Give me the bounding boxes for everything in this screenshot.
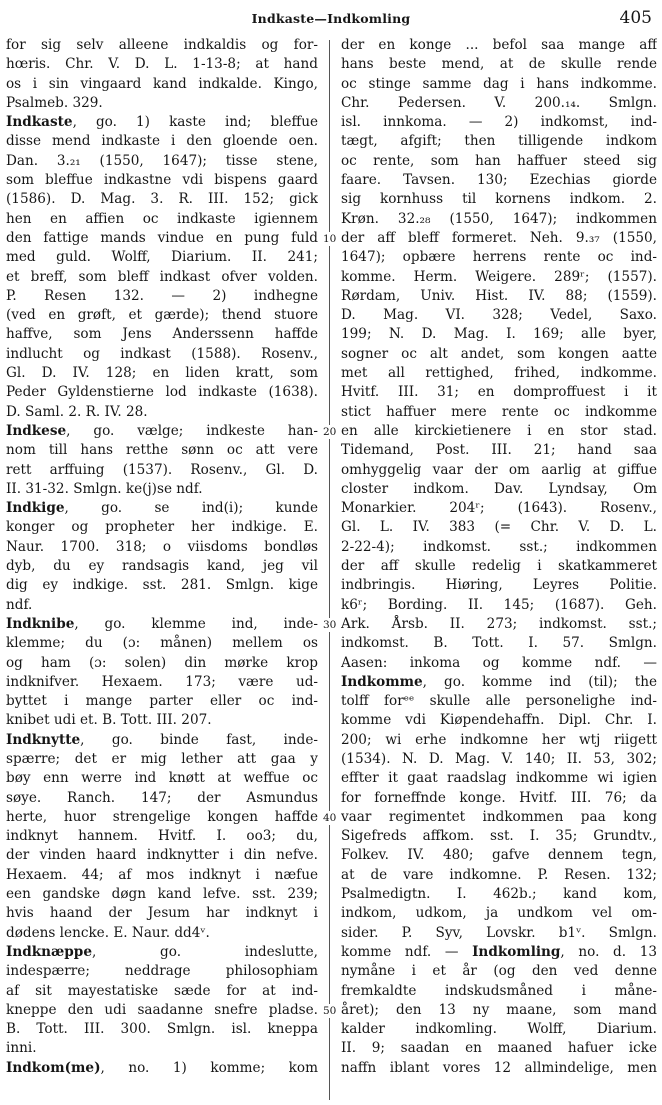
right-column-line: komme. Herm. Weigere. 289ʳ; (1557).	[341, 268, 657, 285]
left-column-line: Indknibe, go. klemme ind, inde-	[6, 615, 318, 632]
line-number-20: 20	[323, 426, 337, 438]
left-column-line: klemme; du (ɔ: månen) mellem os	[6, 635, 318, 652]
right-column-line: kalder indkomling. Wolff, Diarium.	[341, 1021, 657, 1038]
left-column-line: den fattige mands vindue en pung fuld	[6, 229, 318, 246]
right-column-line: tolff forᵉᵉ skulle alle personelighe ind-	[341, 693, 657, 710]
right-column-line: hans beste mend, at de skulle rende	[341, 56, 657, 73]
left-column-line: indlucht og indkast (1588). Rosenv.,	[6, 345, 318, 362]
left-column-line: (ved en grøft, et gærde); thend stuore	[6, 307, 318, 324]
right-column-line: Indkomme, go. komme ind (til); the	[341, 673, 657, 690]
left-column-line: knibet udi et. B. Tott. III. 207.	[6, 712, 212, 729]
left-column-line: nom till hans retthe sønn oc att vere	[6, 442, 318, 459]
right-column-line: oc rente, som han haffuer steed sig	[341, 152, 657, 169]
right-column-line: II. 9; saadan en maaned hafuer icke	[341, 1040, 657, 1057]
right-column-line: tægt, afgift; then tilligende indkom	[341, 133, 657, 150]
right-column-line: året); den 13 ny maane, som mand	[341, 1001, 657, 1018]
left-column-line: et breff, som bleff indkast ofver volden.	[6, 268, 318, 285]
left-column-line: Indkige, go. se ind(i); kunde	[6, 500, 318, 517]
left-column-line: disse mend indkaste i den gloende oen.	[6, 133, 318, 150]
left-column-line: med guld. Wolff, Diarium. II. 241;	[6, 249, 318, 266]
right-column-line: Hvitf. III. 31; en domproffuest i it	[341, 384, 657, 401]
left-column-line: byttet i mange parter eller oc ind-	[6, 693, 318, 710]
left-column-line: for sig selv alleene indkaldis og for-	[6, 37, 318, 53]
left-column-line: os i sin vingaard kand indkalde. Kingo,	[6, 75, 318, 92]
right-column-line: komme vdi Kiøpendehaffn. Dipl. Chr. I.	[341, 712, 657, 729]
left-column-line: haffve, som Jens Anderssenn haffde	[6, 326, 318, 343]
left-column-line: indknifver. Hexaem. 173; være ud-	[6, 673, 318, 690]
left-column-line: D. Saml. 2. R. IV. 28.	[6, 403, 148, 420]
left-column-line: Psalmeb. 329.	[6, 94, 103, 111]
left-column-line: Indknytte, go. binde fast, inde-	[6, 731, 318, 748]
right-column-line: k6ʳ; Bording. II. 145; (1687). Geh.	[341, 596, 657, 613]
right-column-line: Sigefreds affkom. sst. I. 35; Grundtv.,	[341, 828, 657, 845]
right-column-line: oc stinge samme dag i hans indkomme.	[341, 75, 657, 92]
right-column-line: closter indkom. Dav. Lyndsay, Om	[341, 480, 657, 497]
right-column-line: (1534). N. D. Mag. V. 140; II. 53, 302;	[341, 750, 657, 767]
right-column-line: indkom, udkom, ja undkom vel om-	[341, 905, 657, 922]
left-column-line: Indkom(me), no. 1) komme; kom	[6, 1059, 318, 1076]
right-column-line: komme ndf. — Indkomling, no. d. 13	[341, 943, 657, 960]
right-column-line: Psalmedigtn. I. 462b.; kand kom,	[341, 886, 657, 903]
right-column-line: Ark. Årsb. II. 273; indkomst. sst.;	[341, 615, 657, 632]
left-column-line: søye. Ranch. 147; der Asmundus	[6, 789, 318, 806]
right-column-line: Rørdam, Univ. Hist. IV. 88; (1559).	[341, 287, 657, 304]
left-column-line: indknyt hannem. Hvitf. I. oo3; du,	[6, 828, 318, 845]
right-column-line: at de vare indkomne. P. Resen. 132;	[341, 866, 657, 883]
line-number-50: 50	[323, 1005, 337, 1017]
right-column-line: for forneffnde konge. Hvitf. III. 76; da	[341, 789, 657, 806]
headword: Indkomme	[341, 673, 423, 690]
right-column-line: der en konge ... befol saa mange aff	[341, 37, 657, 53]
headword: Indkese	[6, 422, 67, 439]
right-column-line: en alle kirckietienere i en stor stad.	[341, 422, 657, 439]
left-column-line: hen en affien oc indkaste igiennem	[6, 210, 318, 227]
running-header	[0, 6, 662, 32]
left-column-line: hœris. Chr. V. D. L. 1-13-8; at hand	[6, 56, 318, 73]
right-column-line: isl. innkoma. — 2) indkomst, ind-	[341, 114, 657, 131]
left-column-line: rett arffuing (1537). Rosenv., Gl. D.	[6, 461, 318, 478]
right-column	[341, 36, 657, 1078]
headword: Indkige	[6, 500, 65, 517]
left-column-line: dyb, du ey randsagis kand, jeg vil	[6, 558, 318, 575]
left-column-line: II. 31-32. Smlgn. ke(j)se ndf.	[6, 480, 203, 497]
headword: Indknytte	[6, 731, 81, 748]
left-column-line: dødens lencke. E. Naur. dd4ᵛ.	[6, 924, 210, 941]
right-column-line: Krøn. 32.₂₈ (1550, 1647); indkommen	[341, 210, 657, 227]
headword: Indknæppe	[6, 943, 92, 960]
left-column-line: P. Resen 132. — 2) indhegne	[6, 287, 318, 304]
left-column-line: een gandske døgn kand lefve. sst. 239;	[6, 886, 318, 903]
right-column-line: naffn iblant vores 12 allmindelige, men	[341, 1059, 657, 1076]
right-column-line: faare. Tavsen. 130; Ezechias giorde	[341, 172, 657, 189]
left-column-line: bøy enn werre ind knøtt at weffue oc	[6, 770, 318, 787]
right-column-line: Chr. Pedersen. V. 200.₁₄. Smlgn.	[341, 94, 657, 111]
right-column-line: Monarkier. 204ʳ; (1643). Rosenv.,	[341, 500, 657, 517]
headword: Indknibe	[6, 615, 75, 632]
left-column-line: Gl. D. IV. 128; en liden kratt, som	[6, 365, 318, 382]
right-column-line: sider. P. Syv, Lovskr. b1ᵛ. Smlgn.	[341, 924, 657, 941]
right-column-line: der aff bleff formeret. Neh. 9.₃₇ (1550,	[341, 229, 657, 246]
right-column-line: 200; wi erhe indkomne her wtj riigett	[341, 731, 657, 748]
left-column-line: herte, huor strengelige kongen haffde	[6, 808, 318, 825]
right-column-line: Gl. L. IV. 383 (= Chr. V. D. L.	[341, 519, 657, 536]
right-column-line: vaar regimentet indkommen paa kong	[341, 808, 657, 825]
right-column-line: stict haffuer mere rente oc indkomme	[341, 403, 657, 420]
left-column-line: hvis haand der Jesum har indknyt i	[6, 905, 318, 922]
right-column-line: omhyggelig vaar der om aarlig at giffue	[341, 461, 657, 478]
right-column-line: sogner oc alt andet, som kongen aatte	[341, 345, 657, 362]
left-column-line: indespærre; neddrage philosophiam	[6, 963, 318, 980]
left-column-line: Hexaem. 44; af mos indknyt i næfue	[6, 866, 318, 883]
header-title: Indkaste—Indkomling	[251, 11, 411, 26]
left-column-line: ndf.	[6, 596, 33, 613]
right-column-line: Tidemand, Post. III. 21; hand saa	[341, 442, 657, 459]
left-column-line: konger og propheter her indkige. E.	[6, 519, 318, 536]
right-column-line: nymåne i et år (og den ved denne	[341, 963, 657, 980]
right-column-line: 2-22-4); indkomst. sst.; indkommen	[341, 538, 657, 555]
column-divider	[329, 40, 330, 1100]
left-column-line: som bleffue indkastne vdi bispens gaard	[6, 172, 318, 189]
right-column-line: Folkev. IV. 480; gafve dennem tegn,	[341, 847, 657, 864]
right-column-line: 199; N. D. Mag. I. 169; alle byer,	[341, 326, 657, 343]
left-column-line: Indkaste, go. 1) kaste ind; bleffue	[6, 114, 318, 131]
page-number: 405	[619, 8, 652, 28]
left-column-line: Indkese, go. vælge; indkeste han-	[6, 422, 318, 439]
headword: Indkaste	[6, 114, 73, 131]
right-column-line: der aff skulle redelig i skatkammeret	[341, 558, 657, 575]
left-column-line: af sit mayestatiske sæde for at ind-	[6, 982, 318, 999]
left-column-line: spærre; det er mig lether att gaa y	[6, 750, 318, 767]
right-column-line: indkomst. B. Tott. I. 57. Smlgn.	[341, 635, 657, 652]
left-column-line: Indknæppe, go. indeslutte,	[6, 943, 318, 960]
right-column-line: fremkaldte indskudsmåned i måne-	[341, 982, 657, 999]
left-column-line: Dan. 3.₂₁ (1550, 1647); tisse stene,	[6, 152, 318, 169]
headword: Indkomling	[472, 943, 561, 960]
line-number-30: 30	[323, 619, 337, 631]
right-column-line: 1647); opbære herrens rente oc ind-	[341, 249, 657, 266]
line-number-10: 10	[323, 233, 337, 245]
left-column-line: Peder Gyldenstierne lod indkaste (1638).	[6, 384, 318, 401]
left-column-line: (1586). D. Mag. 3. R. III. 152; gick	[6, 191, 318, 208]
left-column-line: der vinden haard indknytter i din nefve.	[6, 847, 318, 864]
right-column-line: indbringis. Hiøring, Leyres Politie.	[341, 577, 657, 594]
left-column-line: og ham (ɔ: solen) din mørke krop	[6, 654, 318, 671]
left-column-line: kneppe den udi saadanne snefre pladse.	[6, 1001, 318, 1018]
right-column-line: effter it gaat raadslag indkomme wi igien	[341, 770, 657, 787]
right-column-line: sig kornhuss til kornens indkom. 2.	[341, 191, 657, 208]
left-column-line: inni.	[6, 1040, 37, 1057]
left-column-line: Naur. 1700. 318; o viisdoms bondløs	[6, 538, 318, 555]
right-column-line: Aasen: inkoma og komme ndf. —	[341, 654, 657, 671]
left-column-line: dig ey indkige. sst. 281. Smlgn. kige	[6, 577, 318, 594]
line-number-40: 40	[323, 812, 337, 824]
headword: Indkom(me)	[6, 1059, 101, 1076]
left-column-line: B. Tott. III. 300. Smlgn. isl. kneppa	[6, 1021, 318, 1038]
left-column	[6, 36, 318, 1078]
right-column-line: met all rettighed, frihed, indkomme.	[341, 365, 657, 382]
right-column-line: D. Mag. VI. 328; Vedel, Saxo.	[341, 307, 657, 324]
